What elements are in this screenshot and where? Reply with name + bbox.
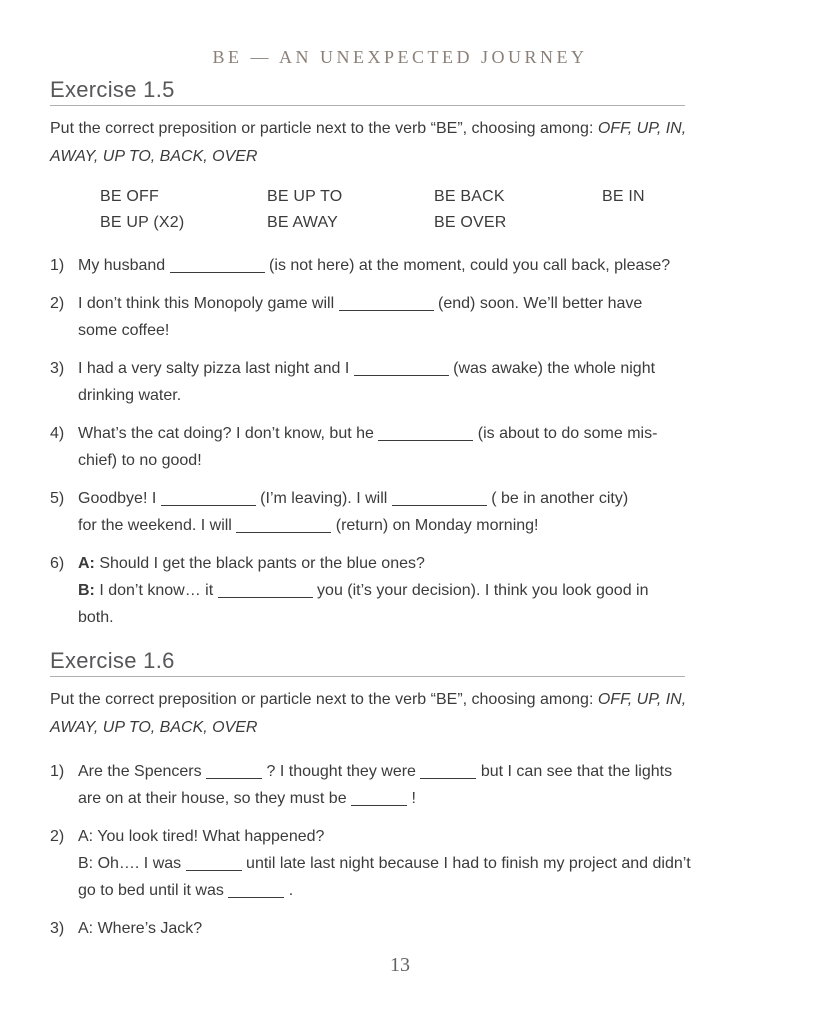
- text-run: Should I get the black pants or the blue ones?: [94, 555, 425, 572]
- text-run: Goodbye! I: [78, 490, 161, 507]
- word-bank-item: BE OVER: [434, 214, 507, 231]
- item-line: [78, 604, 649, 631]
- text-run: I don’t know… it: [94, 582, 218, 599]
- blank-line: [161, 493, 256, 506]
- text-run: drinking water.: [78, 387, 182, 404]
- exercise-item: [50, 550, 750, 631]
- blank-line: [420, 766, 476, 779]
- item-line: [78, 252, 670, 279]
- speaker-label: B:: [78, 582, 95, 599]
- text-run: !: [407, 790, 416, 807]
- instruction-line: [50, 714, 750, 742]
- word-bank-item: [602, 210, 750, 236]
- item-line: [78, 317, 642, 344]
- item-number: 3): [50, 360, 65, 377]
- exercise-item: [50, 290, 750, 344]
- text-run: Put the correct preposition or particle next to the verb “BE”, choosing among:: [50, 691, 598, 708]
- instruction-line: [50, 143, 750, 171]
- exercise-section: [50, 78, 750, 631]
- text-run: for the weekend. I will: [78, 517, 237, 534]
- blank-line: [392, 493, 487, 506]
- text-run: A: Where’s Jack?: [78, 920, 203, 937]
- item-line: [78, 823, 691, 850]
- blank-line: [206, 766, 262, 779]
- word-bank-item: BE OFF: [100, 188, 159, 205]
- item-line: [78, 420, 657, 447]
- text-run: are on at their house, so they must be: [78, 790, 352, 807]
- item-line: [78, 512, 628, 539]
- text-run: ? I thought they were: [262, 763, 421, 780]
- text-run: I don’t think this Monopoly game will: [78, 295, 339, 312]
- item-line: [78, 785, 672, 812]
- item-body: [78, 915, 202, 942]
- blank-line: [351, 793, 407, 806]
- item-line: [78, 447, 657, 474]
- word-bank: [100, 184, 750, 236]
- exercise-items: [50, 758, 750, 942]
- item-line: [78, 382, 655, 409]
- item-number: 3): [50, 920, 65, 937]
- blank-line: [170, 260, 265, 273]
- exercise-instructions: [50, 115, 750, 171]
- word-bank-item: BE IN: [602, 188, 645, 205]
- item-number: 1): [50, 763, 65, 780]
- text-run: you (it’s your decision). I think you look good in: [312, 582, 649, 599]
- item-number: 1): [50, 257, 65, 274]
- text-run: (end) soon. We’ll better have: [433, 295, 643, 312]
- item-line: [78, 915, 202, 942]
- page-title: BE — AN UNEXPECTED JOURNEY: [212, 47, 588, 67]
- exercise-heading: Exercise 1.6: [50, 649, 685, 677]
- item-number: 2): [50, 828, 65, 845]
- exercise-item: [50, 758, 750, 812]
- text-run: (I’m leaving). I will: [255, 490, 392, 507]
- item-body: [78, 550, 649, 631]
- exercise-item: [50, 823, 750, 904]
- blank-line: [186, 858, 242, 871]
- blank-line: [339, 298, 434, 311]
- speaker-label: A:: [78, 555, 95, 572]
- text-run: B: Oh…. I was: [78, 855, 186, 872]
- item-number: 2): [50, 295, 65, 312]
- instruction-line: [50, 115, 750, 143]
- text-run: chief) to no good!: [78, 452, 202, 469]
- exercise-item: [50, 252, 750, 279]
- item-line: [78, 758, 672, 785]
- word-bank-item: BE AWAY: [267, 214, 339, 231]
- word-options: AWAY, UP TO, BACK, OVER: [50, 719, 258, 736]
- item-line: [78, 577, 649, 604]
- word-bank-item: BE UP TO: [267, 188, 343, 205]
- instruction-line: [50, 686, 750, 714]
- text-run: A: You look tired! What happened?: [78, 828, 325, 845]
- item-body: [78, 485, 628, 539]
- item-body: [78, 758, 672, 812]
- blank-line: [354, 363, 449, 376]
- item-body: [78, 420, 657, 474]
- exercise-item: [50, 485, 750, 539]
- exercise-instructions: [50, 686, 750, 742]
- word-options: OFF, UP, IN,: [597, 691, 687, 708]
- exercise-section: [50, 649, 750, 942]
- blank-line: [218, 585, 313, 598]
- item-line: [78, 290, 642, 317]
- exercise-heading: Exercise 1.5: [50, 78, 685, 106]
- text-run: I had a very salty pizza last night and I: [78, 360, 354, 377]
- blank-line: [236, 520, 331, 533]
- text-run: (return) on Monday morning!: [331, 517, 539, 534]
- item-line: [78, 550, 649, 577]
- word-options: OFF, UP, IN,: [597, 120, 687, 137]
- item-body: [78, 823, 691, 904]
- text-run: My husband: [78, 257, 170, 274]
- text-run: Put the correct preposition or particle next to the verb “BE”, choosing among:: [50, 120, 598, 137]
- exercise-item: [50, 915, 750, 942]
- item-body: [78, 252, 670, 279]
- text-run: (was awake) the whole night: [448, 360, 656, 377]
- item-number: 4): [50, 425, 65, 442]
- exercise-sections: [50, 78, 750, 942]
- text-run: Are the Spencers: [78, 763, 207, 780]
- exercise-items: [50, 252, 750, 631]
- word-bank-item: BE BACK: [434, 188, 505, 205]
- text-run: What’s the cat doing? I don’t know, but he: [78, 425, 379, 442]
- item-line: [78, 355, 655, 382]
- item-body: [78, 290, 642, 344]
- item-line: [78, 850, 691, 877]
- text-run: both.: [78, 609, 114, 626]
- text-run: until late last night because I had to finish my project and didn’t: [241, 855, 691, 872]
- word-bank-item: BE UP (X2): [100, 214, 185, 231]
- exercise-item: [50, 355, 750, 409]
- text-run: (is not here) at the moment, could you call back, please?: [264, 257, 671, 274]
- item-number: 5): [50, 490, 65, 507]
- text-run: some coffee!: [78, 322, 170, 339]
- page-number: 13: [390, 954, 410, 976]
- exercise-item: [50, 420, 750, 474]
- text-run: but I can see that the lights: [476, 763, 673, 780]
- item-number: 6): [50, 555, 65, 572]
- item-line: [78, 877, 691, 904]
- text-run: ( be in another city): [486, 490, 629, 507]
- word-options: AWAY, UP TO, BACK, OVER: [50, 148, 258, 165]
- text-run: go to bed until it was: [78, 882, 229, 899]
- item-body: [78, 355, 655, 409]
- text-run: (is about to do some mis-: [473, 425, 658, 442]
- blank-line: [228, 885, 284, 898]
- blank-line: [378, 428, 473, 441]
- item-line: [78, 485, 628, 512]
- text-run: .: [284, 882, 294, 899]
